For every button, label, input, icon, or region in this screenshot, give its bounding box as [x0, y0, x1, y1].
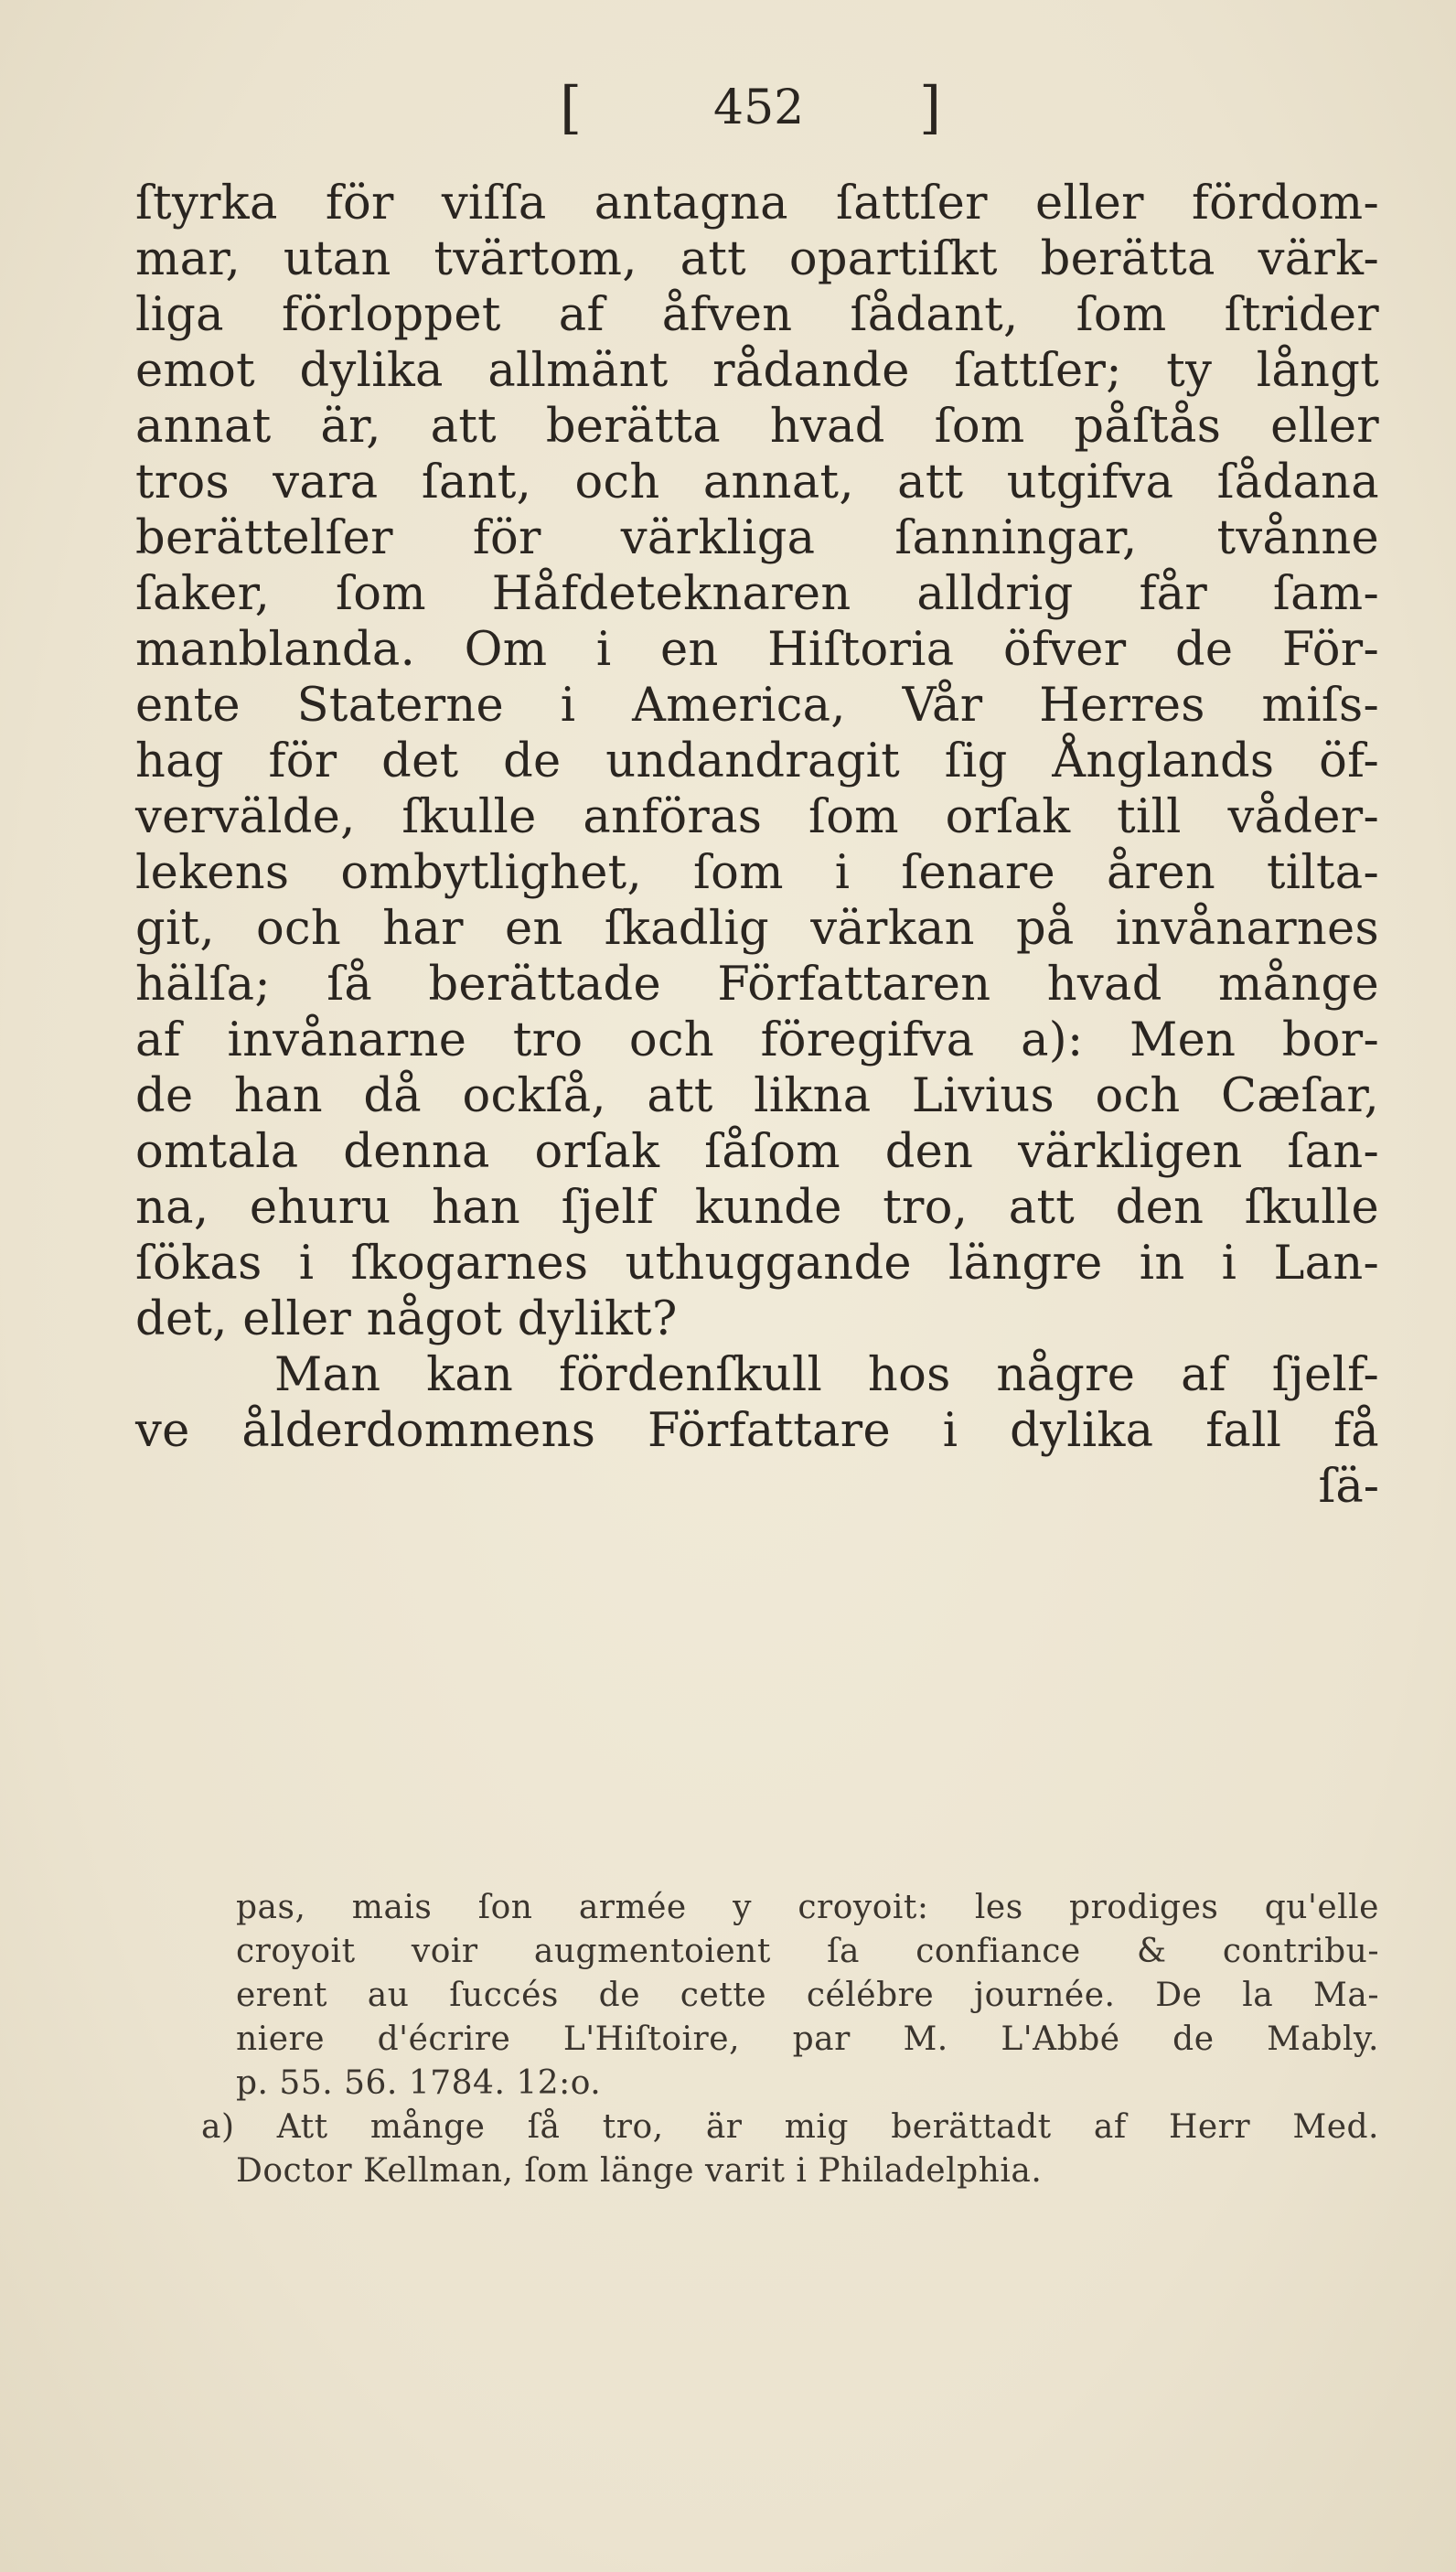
body-line: manblanda. Om i en Hiſtoria öfver de För-: [135, 623, 1379, 677]
footnote-line: croyoit voir augmentoient ſa confiance & contribu-: [236, 1933, 1379, 1970]
footnote-line: niere d'écrire L'Hiſtoire, par M. L'Abbé de Mably.: [236, 2020, 1379, 2058]
body-line: de han då ockſå, att likna Livius och Cæſar,: [135, 1069, 1379, 1123]
catchword: ſä-: [1318, 1460, 1379, 1514]
page-header: [0, 71, 1456, 145]
body-line: hälſa; ſå berättade Författaren hvad månge: [135, 958, 1379, 1012]
body-line: na, ehuru han ſjelf kunde tro, att den ſkulle: [135, 1181, 1379, 1235]
body-line: berättelſer för värkliga ſanningar, tvånne: [135, 511, 1379, 565]
footnote-citation: p. 55. 56. 1784. 12:o.: [236, 2064, 602, 2102]
body-line: hag för det de undandragit ſig Ånglands öf-: [135, 734, 1379, 788]
page-number: 452: [713, 80, 805, 135]
body-text: [135, 176, 1379, 1515]
body-line: annat är, att berätta hvad ſom påſtås eller: [135, 400, 1379, 454]
body-line: liga förloppet af åfven ſådant, ſom ſtrider: [135, 288, 1379, 342]
footnote-line: pas, mais ſon armée y croyoit: les prodiges qu'elle: [236, 1889, 1379, 1926]
body-line: ve ålderdommens Författare i dylika fall få: [135, 1404, 1379, 1458]
body-line: ſökas i ſkogarnes uthuggande längre in i Lan-: [135, 1237, 1379, 1291]
body-line: omtala denna orſak ſåſom den värkligen ſan-: [135, 1125, 1379, 1179]
body-line: ſaker, ſom Håfdeteknaren alldrig får ſam-: [135, 567, 1379, 621]
header-bracket-left: [: [560, 74, 583, 141]
body-line-paragraph-start: Man kan fördenſkull hos någre af ſjelf-: [274, 1348, 1379, 1402]
body-line: mar, utan tvärtom, att opartiſkt berätta värk-: [135, 232, 1379, 286]
body-line: vervälde, ſkulle anföras ſom orſak till våder-: [135, 790, 1379, 844]
body-line: ente Staterne i America, Vår Herres miſs-: [135, 679, 1379, 733]
body-line: lekens ombytlighet, ſom i ſenare åren tilta-: [135, 846, 1379, 900]
body-line: git, och har en ſkadlig värkan på invånarnes: [135, 902, 1379, 956]
footnotes: [201, 1886, 1379, 2193]
footnote-a: a) Att månge ſå tro, är mig berättadt af Herr Med.: [201, 2108, 1379, 2146]
footnote-line: Doctor Kellman, ſom länge varit i Philadelphia.: [236, 2152, 1043, 2190]
footnote-line: erent au ſuccés de cette célébre journée. De la Ma-: [236, 1977, 1379, 2014]
body-line: emot dylika allmänt rådande ſattſer; ty långt: [135, 344, 1379, 398]
body-line: ſtyrka för viſſa antagna ſattſer eller fördom-: [135, 177, 1379, 230]
body-line: tros vara ſant, och annat, att utgifva ſådana: [135, 455, 1379, 509]
header-bracket-right: ]: [919, 74, 942, 141]
body-line: af invånarne tro och föregifva a): Men bor-: [135, 1013, 1379, 1067]
body-line: det, eller något dylikt?: [135, 1292, 678, 1346]
